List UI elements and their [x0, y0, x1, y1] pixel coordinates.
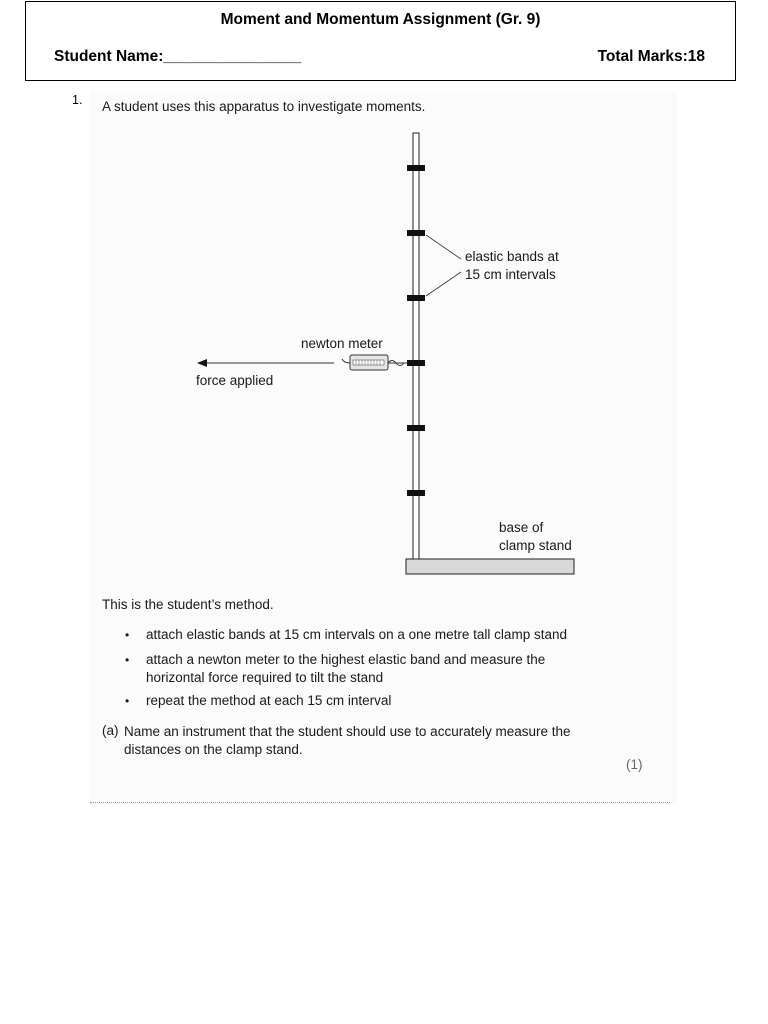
newton-meter-scale	[353, 360, 384, 365]
method-step: attach elastic bands at 15 cm intervals on a one metre tall clamp stand	[146, 627, 567, 642]
force-arrow-head	[197, 359, 207, 367]
elastic-bands-label: elastic bands at 15 cm intervals	[465, 249, 559, 282]
assignment-title: Moment and Momentum Assignment (Gr. 9)	[220, 11, 541, 28]
newton-meter-label: newton meter	[301, 336, 383, 351]
label-leader-line	[426, 272, 461, 296]
elastic-band	[407, 165, 425, 171]
elastic-band	[407, 425, 425, 431]
method-intro: This is the student’s method.	[102, 597, 274, 612]
elastic-band	[407, 230, 425, 236]
elastic-band	[407, 295, 425, 301]
bullet-marker: •	[125, 653, 130, 667]
answer-divider	[90, 802, 670, 803]
elastic-band	[407, 490, 425, 496]
force-applied-label: force applied	[196, 373, 274, 388]
question-intro: A student uses this apparatus to investigate moments.	[102, 99, 426, 114]
student-name-field: Student Name:________________	[54, 48, 302, 65]
total-marks: Total Marks:18	[597, 48, 705, 65]
bullet-marker: •	[125, 628, 130, 642]
base-label: base of clamp stand	[499, 520, 572, 553]
newton-meter-pull-ring	[342, 359, 350, 363]
bullet-marker: •	[125, 694, 130, 708]
question-number: 1.	[72, 93, 83, 107]
method-step: repeat the method at each 15 cm interval	[146, 693, 392, 708]
clamp-stand-base	[406, 559, 574, 574]
elastic-band	[407, 360, 425, 366]
part-a-label: (a)	[102, 723, 119, 738]
part-a-question: Name an instrument that the student should use to accurately measure the distances on the clamp stand.	[124, 724, 571, 757]
method-step: attach a newton meter to the highest elastic band and measure the horizontal force required to tilt the stand	[146, 652, 546, 685]
label-leader-line	[426, 235, 461, 259]
part-a-marks: (1)	[626, 757, 643, 772]
